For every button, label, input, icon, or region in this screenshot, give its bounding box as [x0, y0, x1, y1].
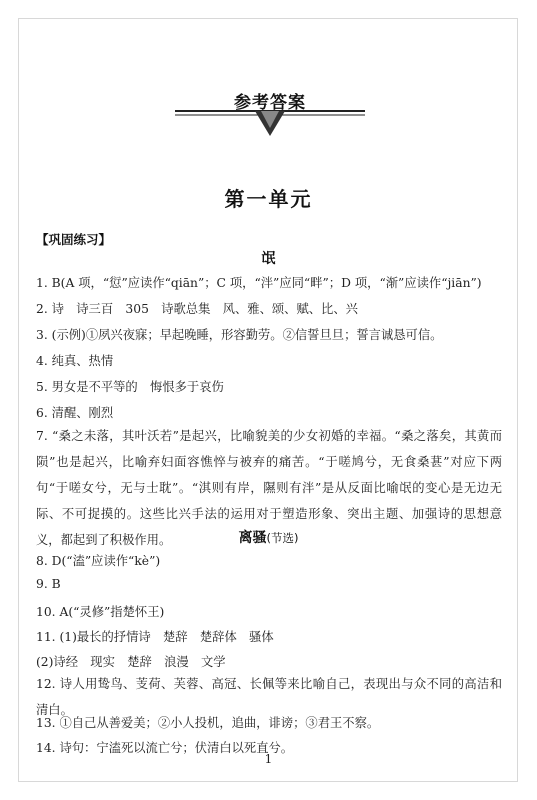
answer-line: 6. 清醒、刚烈: [36, 406, 114, 420]
answer-paragraph: 12. 诗人用鸷鸟、芰荷、芙蓉、高冠、长佩等来比喻自己，表现出与众不同的高洁和清白。: [36, 677, 502, 717]
unit-title: 第一单元: [224, 187, 313, 211]
poem-title-mang: 氓: [261, 251, 276, 267]
answer-paragraph: 7. “桑之未落，其叶沃若”是起兴，比喻貌美的少女初婚的幸福。“桑之落矣，其黄而陨”也是起兴，比喻弃妇面容憔悴与被弃的痛苦。“于嗟鸠兮，无食桑葚”对应下两句“于嗟女兮，无与士耽”。“淇则有岸，隰则有泮”是从反面比喻氓的变心是无边无际、不可捉摸的。这些比兴手法的运用对于塑造形象、突出主题、加强诗的思想意义，都起到了积极作用。: [36, 429, 502, 547]
answer-line: 11. (1)最长的抒情诗 楚辞 楚辞体 骚体: [36, 630, 274, 644]
answer-line: (2)诗经 现实 楚辞 浪漫 文学: [36, 655, 226, 669]
poem-title-lisao: [0, 527, 537, 547]
page-number: 1: [264, 752, 273, 766]
section-label: 【巩固练习】: [36, 232, 112, 247]
page-title: 参考答案: [234, 93, 306, 113]
answer-line: 2. 诗 诗三百 305 诗歌总集 风、雅、颂、赋、比、兴: [36, 302, 358, 316]
answer-line: 4. 纯真、热情: [36, 354, 114, 368]
poem-title-text: 离骚: [238, 530, 267, 546]
answer-line: 8. D(“溘”应读作“kè”): [36, 554, 161, 568]
answer-banner: [175, 86, 365, 138]
answer-line: 3. (示例)①夙兴夜寐；早起晚睡，形容勤劳。②信誓旦旦；誓言诚恳可信。: [36, 328, 443, 342]
answer-line: 9. B: [36, 577, 61, 591]
answer-line: 13. ①自己从善爱美；②小人投机，追曲，诽谤；③君王不察。: [36, 716, 380, 730]
answer-line: 1. B(A 项，“愆”应读作“qiān”；C 项，“泮”应同“畔”；D 项，“渐”应读作“jiān”): [36, 276, 482, 290]
answer-line: 10. A(“灵修”指楚怀王): [36, 605, 165, 619]
answer-line: 5. 男女是不平等的 悔恨多于哀伤: [36, 380, 224, 394]
poem-subtitle: (节选): [266, 531, 299, 545]
answer-line: 14. 诗句：宁溘死以流亡兮；伏清白以死直兮。: [36, 741, 294, 755]
